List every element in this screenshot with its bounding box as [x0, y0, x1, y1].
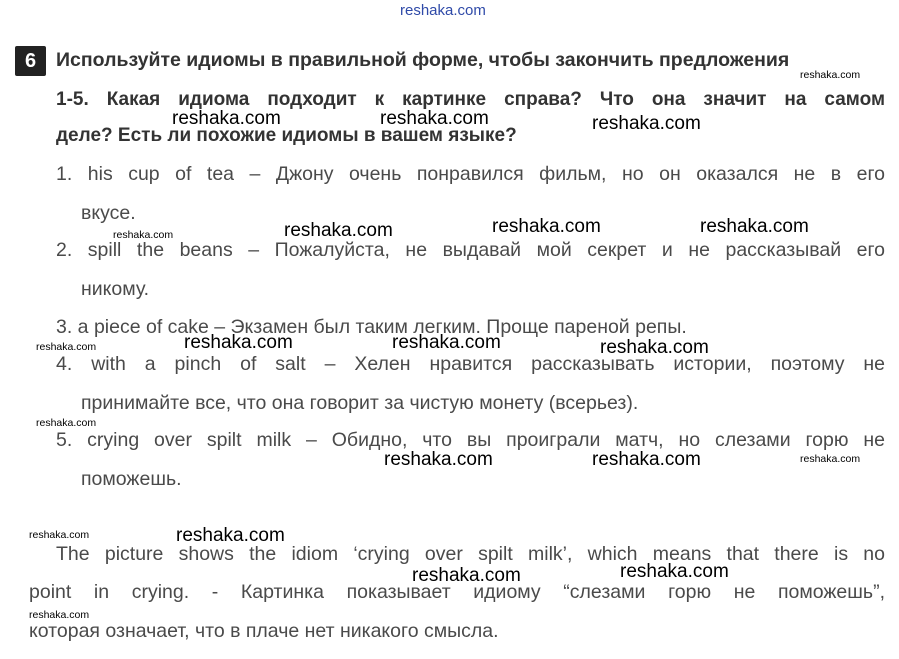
watermark: reshaka.com — [592, 449, 701, 470]
watermark: reshaka.com — [113, 229, 174, 241]
watermark: reshaka.com — [800, 69, 861, 81]
watermark: reshaka.com — [600, 337, 709, 358]
watermark: reshaka.com — [800, 453, 861, 465]
watermark: reshaka.com — [29, 609, 90, 621]
item-5-line-2: поможешь. — [81, 468, 182, 490]
answer-line-1: The picture shows the idiom ‘crying over spilt milk’, which means that there is no — [56, 543, 885, 565]
exercise-heading: Используйте идиомы в правильной форме, чтобы закончить предложения — [56, 49, 790, 71]
item-1-line-2: вкусе. — [81, 202, 136, 224]
watermark: reshaka.com — [392, 332, 501, 353]
subtask-line-1: 1-5. Какая идиома подходит к картинке справа? Что она значит на самом — [56, 89, 885, 110]
watermark: reshaka.com — [492, 216, 601, 237]
answer-line-3: которая означает, что в плаче нет никакого смысла. — [29, 620, 499, 642]
watermark: reshaka.com — [36, 417, 97, 429]
watermark: reshaka.com — [412, 565, 521, 586]
item-4-line-1: 4. with a pinch of salt – Хелен нравится рассказывать истории, поэтому не — [56, 353, 885, 375]
answer-line-2: point in crying. - Картинка показывает идиому “слезами горю не поможешь”, — [29, 581, 885, 603]
watermark: reshaka.com — [172, 108, 281, 129]
watermark: reshaka.com — [384, 449, 493, 470]
subtask-line-2: деле? Есть ли похожие идиомы в вашем языке? — [56, 125, 517, 146]
item-2-line-1: 2. spill the beans – Пожалуйста, не выдавай мой секрет и не рассказывай его — [56, 239, 885, 261]
item-2-line-2: никому. — [81, 278, 150, 300]
item-4-line-2: принимайте все, что она говорит за чистую монету (всерьез). — [81, 392, 639, 414]
site-header-link[interactable]: reshaka.com — [400, 2, 486, 19]
watermark: reshaka.com — [620, 561, 729, 582]
item-5-line-1: 5. crying over spilt milk – Обидно, что вы проиграли матч, но слезами горю не — [56, 429, 885, 451]
item-3-line-1: 3. a piece of cake – Экзамен был таким легким. Проще пареной репы. — [56, 316, 687, 338]
watermark: reshaka.com — [36, 341, 97, 353]
watermark: reshaka.com — [29, 529, 90, 541]
item-1-line-1: 1. his cup of tea – Джону очень понравился фильм, но он оказался не в его — [56, 163, 885, 185]
watermark: reshaka.com — [380, 108, 489, 129]
watermark: reshaka.com — [592, 113, 701, 134]
exercise-number-badge: 6 — [15, 46, 46, 76]
watermark: reshaka.com — [176, 525, 285, 546]
watermark: reshaka.com — [700, 216, 809, 237]
watermark: reshaka.com — [184, 332, 293, 353]
watermark: reshaka.com — [284, 220, 393, 241]
